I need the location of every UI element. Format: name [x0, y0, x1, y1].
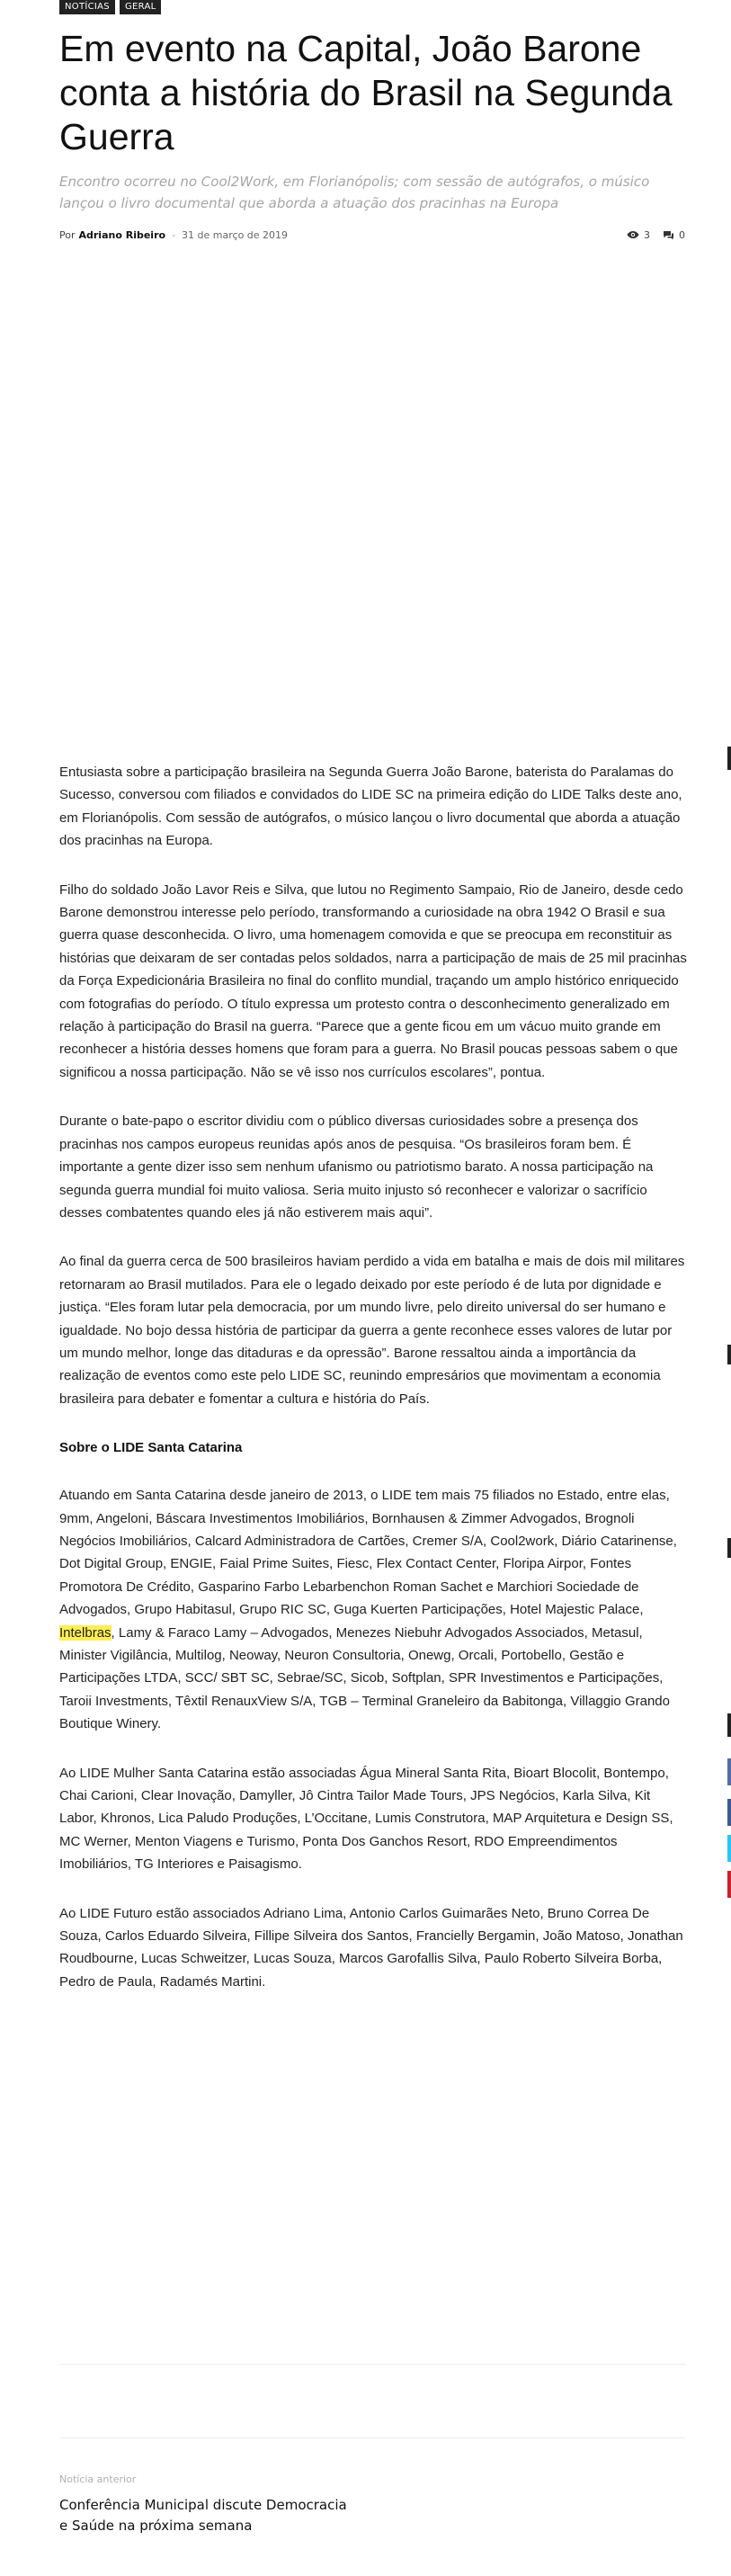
article-subtitle: Encontro ocorreu no Cool2Work, em Florianópolis; com sessão de autógrafos, o músico lançou o livro documental que aborda a atuação dos pracinhas na Europa [59, 174, 650, 211]
category-tags [59, 0, 161, 14]
divider-top [59, 2364, 685, 2365]
views-counter [627, 229, 650, 241]
sticky-bar-fragment [727, 1713, 731, 1737]
views-count: 3 [644, 228, 650, 241]
paragraph-3: Durante o bate-papo o escritor dividiu com o público diversas curiosidades sobre a presença dos pracinhas nos campos europeus reunidas após anos de pesquisa. “Os brasileiros foram bem. É importante a gente dizer isso sem nenhum ufanismo ou patriotismo barato. A nossa participação na segunda guerra mundial foi muito valiosa. Seria muito injusto só reconhecer e valorizar o sacrifício desses combatentes quando eles já não estiverem mais aqui”. [59, 1114, 654, 1221]
paragraph-5 [59, 1484, 687, 1735]
publish-date: 31 de março de 2019 [182, 228, 289, 241]
highlighted-term: Intelbras [59, 1624, 111, 1641]
meta-separator: - [172, 228, 176, 241]
facebook-share-edge[interactable] [727, 1758, 731, 1785]
comment-icon [663, 230, 674, 240]
comments-counter[interactable] [663, 229, 685, 241]
category-noticias[interactable]: NOTÍCIAS [59, 0, 115, 14]
previous-post-label: Notícia anterior [59, 2473, 137, 2485]
previous-post-link[interactable]: Conferência Municipal discute Democracia e Saúde na próxima semana [59, 2497, 347, 2534]
twitter-share-edge[interactable] [727, 1835, 731, 1862]
divider-bottom [59, 2437, 685, 2438]
paragraph-4: Ao final da guerra cerca de 500 brasileiros haviam perdido a vida em batalha e mais de dois mil militares retornaram ao Brasil mutilados. Para ele o legado deixado por este período é de luta por dignidade e justiça. “Eles foram lutar pela democracia, por um mundo livre, pelo direito universal do ser humano e igualdade. No bojo dessa história de participar da guerra a gente reconhece esses valores de lutar por um mundo melhor, longe das ditaduras e da opressão”. Barone ressaltou ainda a importância da realização de eventos como este pelo LIDE SC, reunindo empresários que movimentam a economia brasileira para debater e fomentar a cultura e história do País. [59, 1254, 685, 1407]
section-heading: Sobre o LIDE Santa Catarina [59, 1440, 243, 1456]
article-meta [59, 228, 685, 242]
category-geral[interactable]: GERAL [120, 0, 162, 14]
sticky-bar-fragment [727, 747, 731, 770]
article-body [59, 761, 687, 2019]
comments-count: 0 [679, 228, 685, 241]
by-label: Por [59, 228, 76, 241]
eye-icon [627, 230, 639, 239]
meta-stats [627, 229, 685, 241]
author-link[interactable]: Adriano Ribeiro [78, 228, 166, 241]
share-edge[interactable] [727, 1799, 731, 1826]
paragraph-5-start: Atuando em Santa Catarina desde janeiro de 2013, o LIDE tem mais 75 filiados no Estado, entre elas, 9mm, Angeloni, Báscara Investimentos Imobiliários, Bornhausen & Zimmer Advogados, Brognoli Negócios Imobiliários, Calcard Administradora de Cartões, Cremer S/A, Cool2work, Diário Catarinense, Dot Digital Group, ENGIE, Faial Prime Suites, Fiesc, Flex Contact Center, Floripa Airpor, Fontes Promotora De Crédito, Gasparino Farbo Lebarbenchon Roman Sachet e Marchiori Sociedade de Advogados, Grupo Habitasul, Grupo RIC SC, Guga Kuerten Participações, Hotel Majestic Palace, [59, 1488, 677, 1618]
article-title: Em evento na Capital, João Barone conta a história do Brasil na Segunda Guerra [59, 28, 673, 157]
paragraph-7: Ao LIDE Futuro estão associados Adriano Lima, Antonio Carlos Guimarães Neto, Bruno Correa De Souza, Carlos Eduardo Silveira, Fillipe Silveira dos Santos, Francielly Bergamin, João Matoso, Jonathan Roudbourne, Lucas Schweitzer, Lucas Souza, Marcos Garofallis Silva, Paulo Roberto Silveira Borba, Pedro de Paula, Radamés Martini. [59, 1905, 683, 1990]
paragraph-2: Filho do soldado João Lavor Reis e Silva, que lutou no Regimento Sampaio, Rio de Janeiro, desde cedo Barone demonstrou interesse pelo período, transformando a curiosidade na obra 1942 O Brasil e sua guerra quase desconhecida. O livro, uma homenagem comovida e que se preocupa em reconstituir as histórias que deixaram de ser contadas pelos soldados, narra a participação de mais de 25 mil pracinhas da Força Expedicionária Brasileira no final do conflito mundial, traçando um amplo histórico enriquecido com fotografias do período. O título expressa um protesto contra o desconhecimento generalizado em relação à participação do Brasil na guerra. “Parece que a gente ficou em um vácuo muito grande em reconhecer a história desses homens que foram para a guerra. No Brasil poucas pessoas sabem o que significou a nossa participação. Não se vê isso nos currículos escolares”, pontua. [59, 881, 687, 1080]
paragraph-6: Ao LIDE Mulher Santa Catarina estão associadas Água Mineral Santa Rita, Bioart Blocolit, Bontempo, Chai Carioni, Clear Inovação, Damyller, Jô Cintra Tailor Made Tours, JPS Negócios, Karla Silva, Kit Labor, Khronos, Lica Paludo Produções, L’Occitane, Lumis Construtora, MAP Arquitetura e Design SS, MC Werner, Menton Viagens e Turismo, Ponta Dos Ganchos Resort, RDO Empreendimentos Imobiliários, TG Interiores e Paisagismo. [59, 1765, 673, 1873]
sticky-bar-fragment [727, 1345, 731, 1364]
pinterest-share-edge[interactable] [727, 1871, 731, 1898]
sticky-bar-fragment [727, 1538, 731, 1558]
paragraph-1: Entusiasta sobre a participação brasileira na Segunda Guerra João Barone, baterista do Paralamas do Sucesso, conversou com filiados e convidados do LIDE SC na primeira edição do LIDE Talks deste ano, em Florianópolis. Com sessão de autógrafos, o músico lançou o livro documental que aborda a atuação dos pracinhas na Europa. [59, 765, 682, 849]
paragraph-5-end: , Lamy & Faraco Lamy – Advogados, Menezes Niebuhr Advogados Associados, Metasul, Minister Vigilância, Multilog, Neoway, Neuron Consultoria, Onewg, Orcali, Portobello, Gestão e Participações LTDA, SCC/ SBT SC, Sebrae/SC, Sicob, Softplan, SPR Investimentos e Participações, Taroii Investments, Têxtil RenauxView S/A, TGB – Terminal Graneleiro da Babitonga, Villaggio Grando Boutique Winery. [59, 1624, 670, 1732]
